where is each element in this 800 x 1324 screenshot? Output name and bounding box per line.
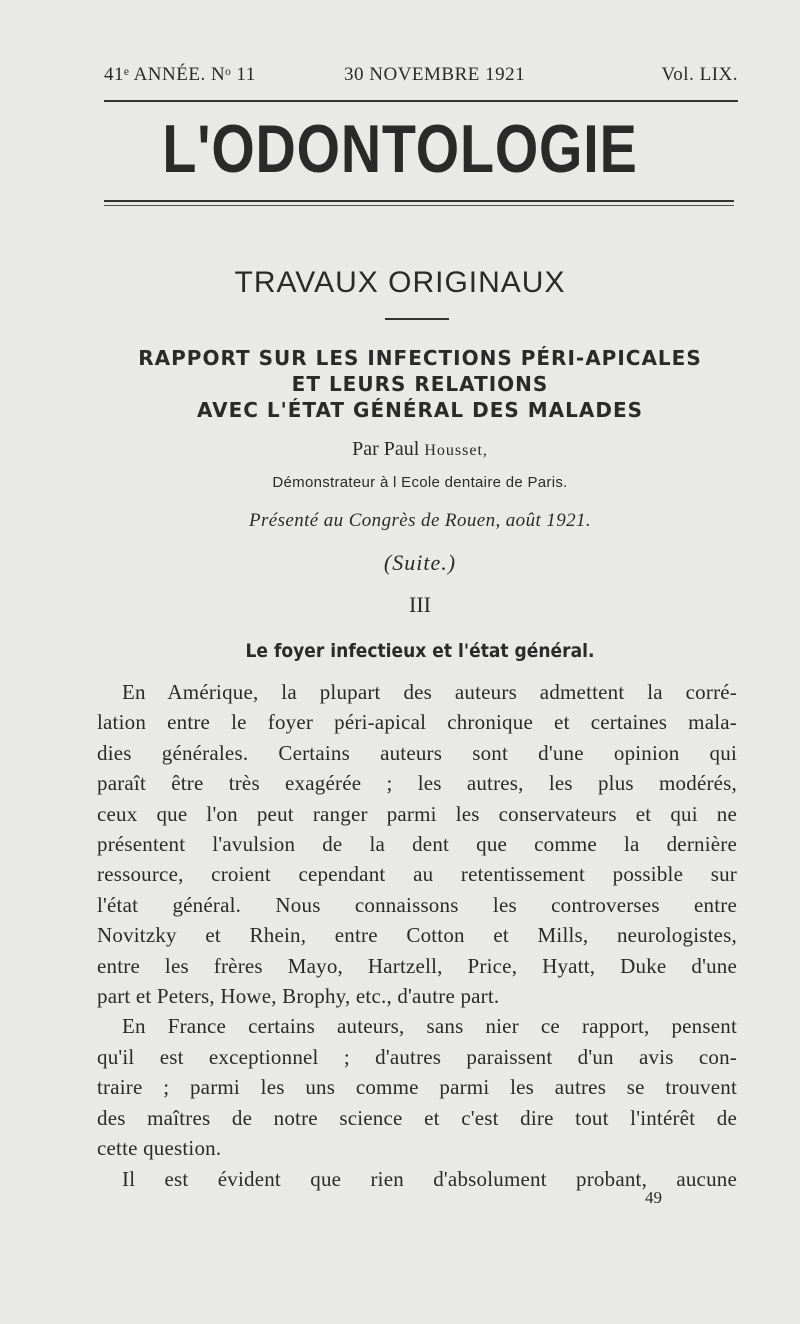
volume-number: Vol. LIX. [661, 64, 738, 85]
text-line: ressource, croient cependant au retentissement possible sur [97, 862, 737, 887]
body-text [97, 677, 737, 1194]
header-rule [104, 100, 738, 102]
presentation-note: Présenté au Congrès de Rouen, août 1921. [248, 510, 592, 531]
title-rule-thin [104, 205, 734, 206]
journal-title: L'ODONTOLOGIE [162, 111, 638, 187]
issue-date: 30 NOVEMBRE 1921 [344, 64, 526, 85]
article-title [0, 345, 800, 423]
text-line: qu'il est exceptionnel ; d'autres paraissent d'un avis con- [97, 1044, 737, 1069]
text-line: paraît être très exagérée ; les autres, les plus modérés, [97, 771, 737, 796]
title-rule-thick [104, 200, 734, 202]
article-title-line: RAPPORT SUR LES INFECTIONS PÉRI-APICALES [138, 346, 702, 370]
text-line: dies générales. Certains auteurs sont d'une opinion qui [97, 740, 737, 765]
text-line: présentent l'avulsion de la dent que comme la dernière [97, 832, 737, 857]
issue-number: 41ᵉ ANNÉE. Nᵒ 11 [104, 64, 256, 85]
subsection-title: Le foyer infectieux et l'état général. [245, 640, 595, 662]
page-number: 49 [645, 1188, 662, 1207]
text-line: Il est évident que rien d'absolument probant, aucune [122, 1166, 737, 1191]
text-line: cette question. [97, 1136, 222, 1161]
text-line: lation entre le foyer péri-apical chronique et certaines mala- [97, 710, 737, 735]
text-line: traire ; parmi les uns comme parmi les autres se trouvent [97, 1075, 737, 1100]
section-title: TRAVAUX ORIGINAUX [234, 266, 566, 299]
text-line: entre les frères Mayo, Hartzell, Price, Hyatt, Duke d'une [97, 953, 737, 978]
part-number: III [409, 592, 431, 617]
byline-prefix: Par Paul [352, 438, 425, 460]
running-head [104, 64, 738, 98]
article-title-line: ET LEURS RELATIONS [291, 372, 549, 396]
byline [0, 438, 800, 461]
text-line: part et Peters, Howe, Brophy, etc., d'autre part. [97, 984, 500, 1009]
text-line: ceux que l'on peut ranger parmi les conservateurs et qui ne [97, 801, 737, 826]
text-line: En France certains auteurs, sans nier ce rapport, pensent [122, 1014, 737, 1039]
article-title-line: AVEC L'ÉTAT GÉNÉRAL DES MALADES [196, 398, 644, 422]
continuation-note: (Suite.) [383, 550, 457, 575]
section-divider [385, 318, 449, 320]
text-line: Novitzky et Rhein, entre Cotton et Mills, neurologistes, [97, 923, 737, 948]
text-line: des maîtres de notre science et c'est dire tout l'intérêt de [97, 1105, 737, 1130]
text-line: l'état général. Nous connaissons les controverses entre [97, 892, 737, 917]
author-name: Housset, [424, 442, 488, 459]
author-affiliation: Démonstrateur à l Ecole dentaire de Paris. [272, 474, 568, 491]
text-line: En Amérique, la plupart des auteurs admettent la corré- [122, 680, 737, 704]
